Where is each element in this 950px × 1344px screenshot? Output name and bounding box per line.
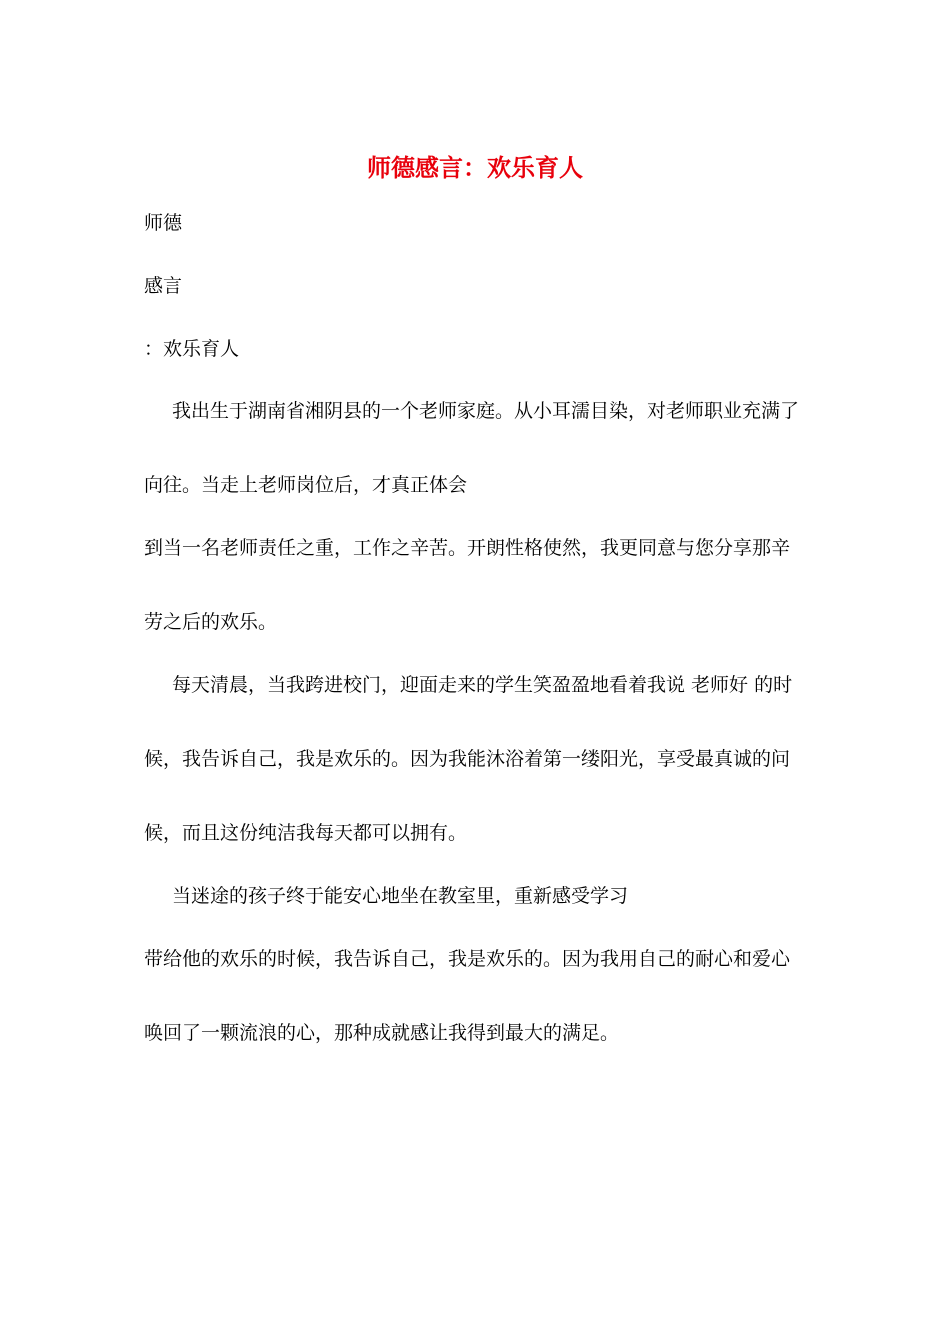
document-title: 师德感言：欢乐育人 (367, 154, 583, 182)
paragraph-line: 候，我告诉自己，我是欢乐的。因为我能沐浴着第一缕阳光，享受最真诚的问 (144, 748, 791, 770)
paragraph-line: 每天清晨，当我跨进校门，迎面走来的学生笑盈盈地看着我说 老师好 的时 (172, 674, 793, 696)
paragraph-line: 唤回了一颗流浪的心，那种成就感让我得到最大的满足。 (144, 1022, 620, 1044)
paragraph-line: 到当一名老师责任之重，工作之辛苦。开朗性格使然，我更同意与您分享那辛 (144, 537, 791, 559)
paragraph-line: 向往。当走上老师岗位后，才真正体会 (144, 474, 468, 496)
text-line: 感言 (144, 275, 183, 297)
text-line: ：欢乐育人 (144, 338, 240, 360)
paragraph-line: 劳之后的欢乐。 (144, 611, 278, 633)
paragraph-line: 我出生于湖南省湘阴县的一个老师家庭。从小耳濡目染，对老师职业充满了 (172, 400, 800, 422)
paragraph-line: 带给他的欢乐的时候，我告诉自己，我是欢乐的。因为我用自己的耐心和爱心 (144, 948, 791, 970)
paragraph-line: 候，而且这份纯洁我每天都可以拥有。 (144, 822, 468, 844)
paragraph-line: 当迷途的孩子终于能安心地坐在教室里，重新感受学习 (172, 885, 629, 907)
text-line: 师德 (144, 212, 183, 234)
